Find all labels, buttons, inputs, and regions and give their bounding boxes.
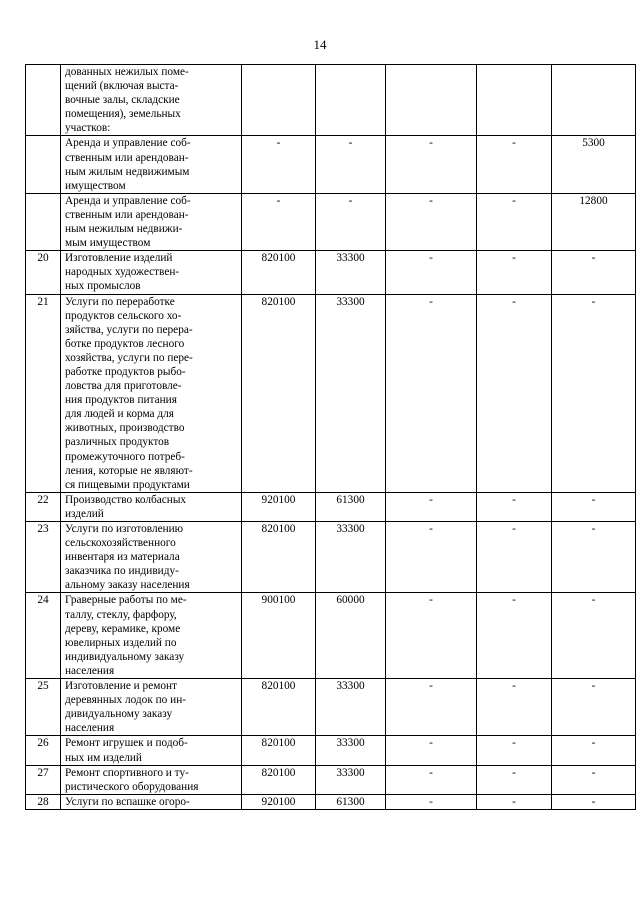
value-cell-3: - bbox=[386, 765, 477, 794]
row-number-cell: 25 bbox=[26, 679, 61, 736]
value-cell-5: - bbox=[552, 679, 636, 736]
value-cell-3: - bbox=[386, 251, 477, 294]
table-row bbox=[26, 736, 636, 765]
table-row bbox=[26, 65, 636, 136]
value-cell-2: 60000 bbox=[316, 593, 386, 679]
row-number-cell: 26 bbox=[26, 736, 61, 765]
row-number-cell: 23 bbox=[26, 522, 61, 593]
value-cell-2: 33300 bbox=[316, 251, 386, 294]
value-cell-2: - bbox=[316, 193, 386, 250]
value-cell-3 bbox=[386, 65, 477, 136]
row-number-cell: 24 bbox=[26, 593, 61, 679]
description-cell: дованных нежилых поме- щений (включая выста- вочные залы, складские помещения), земельных участков: bbox=[61, 65, 242, 136]
value-cell-2: 33300 bbox=[316, 522, 386, 593]
tariff-table bbox=[25, 64, 636, 810]
table-row bbox=[26, 294, 636, 492]
value-cell-5: - bbox=[552, 251, 636, 294]
value-cell-4: - bbox=[477, 193, 552, 250]
row-number-cell bbox=[26, 193, 61, 250]
value-cell-2: 61300 bbox=[316, 492, 386, 521]
value-cell-3: - bbox=[386, 794, 477, 809]
value-cell-4: - bbox=[477, 736, 552, 765]
description-cell: Услуги по изготовлению сельскохозяйственного инвентаря из материала заказчика по индивиду- альному заказу населения bbox=[61, 522, 242, 593]
description-cell: Производство колбасных изделий bbox=[61, 492, 242, 521]
value-cell-5: 5300 bbox=[552, 136, 636, 193]
table-body bbox=[26, 65, 636, 810]
value-cell-4: - bbox=[477, 794, 552, 809]
table-row bbox=[26, 765, 636, 794]
value-cell-1: 820100 bbox=[242, 736, 316, 765]
value-cell-1: 900100 bbox=[242, 593, 316, 679]
value-cell-5: - bbox=[552, 736, 636, 765]
row-number-cell bbox=[26, 65, 61, 136]
value-cell-4: - bbox=[477, 251, 552, 294]
value-cell-3: - bbox=[386, 193, 477, 250]
value-cell-4: - bbox=[477, 765, 552, 794]
value-cell-5: - bbox=[552, 522, 636, 593]
value-cell-4: - bbox=[477, 136, 552, 193]
description-cell: Аренда и управление соб- ственным или арендован- ным жилым недвижимым имуществом bbox=[61, 136, 242, 193]
description-cell: Ремонт игрушек и подоб- ных им изделий bbox=[61, 736, 242, 765]
value-cell-3: - bbox=[386, 593, 477, 679]
value-cell-4: - bbox=[477, 294, 552, 492]
value-cell-1: 820100 bbox=[242, 522, 316, 593]
value-cell-1: 820100 bbox=[242, 251, 316, 294]
value-cell-4: - bbox=[477, 522, 552, 593]
value-cell-2 bbox=[316, 65, 386, 136]
row-number-cell: 28 bbox=[26, 794, 61, 809]
value-cell-2: 33300 bbox=[316, 765, 386, 794]
table-row bbox=[26, 492, 636, 521]
value-cell-3: - bbox=[386, 736, 477, 765]
table-row bbox=[26, 679, 636, 736]
value-cell-1 bbox=[242, 65, 316, 136]
row-number-cell: 20 bbox=[26, 251, 61, 294]
value-cell-3: - bbox=[386, 679, 477, 736]
value-cell-1: 920100 bbox=[242, 492, 316, 521]
row-number-cell: 27 bbox=[26, 765, 61, 794]
value-cell-4: - bbox=[477, 593, 552, 679]
value-cell-1: 820100 bbox=[242, 765, 316, 794]
value-cell-3: - bbox=[386, 294, 477, 492]
value-cell-1: 820100 bbox=[242, 294, 316, 492]
description-cell: Изготовление и ремонт деревянных лодок по ин- дивидуальному заказу населения bbox=[61, 679, 242, 736]
description-cell: Изготовление изделий народных художествен- ных промыслов bbox=[61, 251, 242, 294]
table-row bbox=[26, 794, 636, 809]
value-cell-4: - bbox=[477, 492, 552, 521]
value-cell-1: 920100 bbox=[242, 794, 316, 809]
value-cell-5: 12800 bbox=[552, 193, 636, 250]
value-cell-5: - bbox=[552, 765, 636, 794]
value-cell-3: - bbox=[386, 522, 477, 593]
value-cell-2: 33300 bbox=[316, 679, 386, 736]
value-cell-4: - bbox=[477, 679, 552, 736]
value-cell-3: - bbox=[386, 136, 477, 193]
value-cell-3: - bbox=[386, 492, 477, 521]
page-number: 14 bbox=[313, 37, 327, 52]
description-cell: Услуги по вспашке огоро- bbox=[61, 794, 242, 809]
value-cell-1: - bbox=[242, 193, 316, 250]
table-row bbox=[26, 593, 636, 679]
row-number-cell: 22 bbox=[26, 492, 61, 521]
description-cell: Граверные работы по ме- таллу, стеклу, фарфору, дереву, керамике, кроме ювелирных изделий по индивидуальному заказу населения bbox=[61, 593, 242, 679]
description-cell: Услуги по переработке продуктов сельского хо- зяйства, услуги по перера- ботке продуктов лесного хозяйства, услуги по пере- работке продуктов рыбо- ловства для приготовле- ния продуктов питания для людей и корма для животных, производство различных продуктов промежуточного потреб- ления, которые не являют- ся пищевыми продуктами bbox=[61, 294, 242, 492]
value-cell-5: - bbox=[552, 794, 636, 809]
value-cell-5: - bbox=[552, 593, 636, 679]
value-cell-2: 33300 bbox=[316, 294, 386, 492]
value-cell-1: - bbox=[242, 136, 316, 193]
description-cell: Ремонт спортивного и ту- ристического оборудования bbox=[61, 765, 242, 794]
value-cell-2: 33300 bbox=[316, 736, 386, 765]
description-cell: Аренда и управление соб- ственным или арендован- ным нежилым недвижи- мым имуществом bbox=[61, 193, 242, 250]
value-cell-2: 61300 bbox=[316, 794, 386, 809]
value-cell-1: 820100 bbox=[242, 679, 316, 736]
row-number-cell bbox=[26, 136, 61, 193]
value-cell-5: - bbox=[552, 492, 636, 521]
table-row bbox=[26, 522, 636, 593]
row-number-cell: 21 bbox=[26, 294, 61, 492]
value-cell-4 bbox=[477, 65, 552, 136]
value-cell-2: - bbox=[316, 136, 386, 193]
table-row bbox=[26, 251, 636, 294]
value-cell-5: - bbox=[552, 294, 636, 492]
table-row bbox=[26, 193, 636, 250]
value-cell-5 bbox=[552, 65, 636, 136]
table-row bbox=[26, 136, 636, 193]
